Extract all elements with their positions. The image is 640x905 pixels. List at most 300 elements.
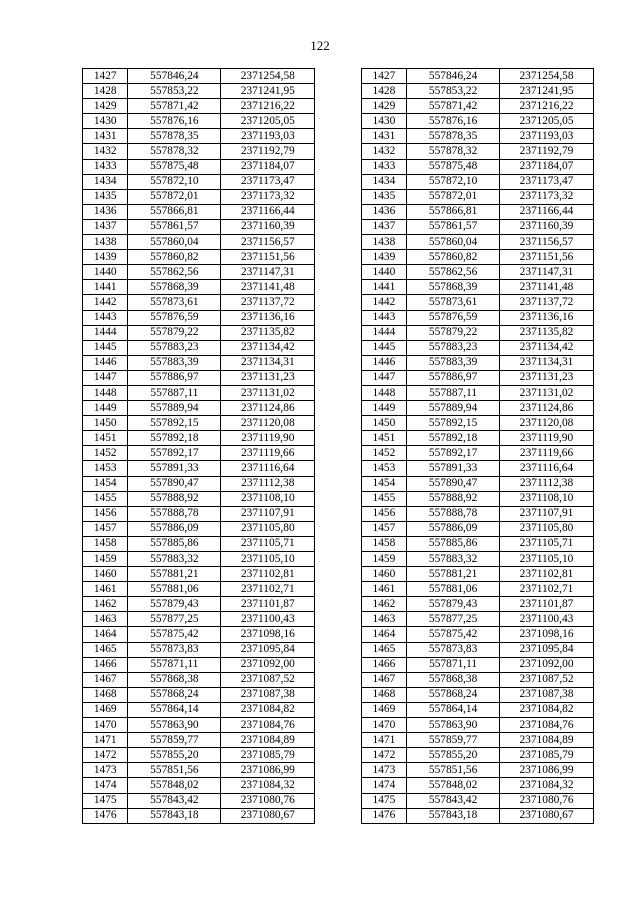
table-row	[83, 69, 594, 84]
right-x-coordinate-cell: 557887,11	[407, 385, 500, 400]
left-x-coordinate-cell: 557892,18	[128, 431, 221, 446]
right-point-number-cell: 1459	[361, 552, 406, 567]
left-x-coordinate-cell: 557886,97	[128, 370, 221, 385]
table-row	[83, 793, 594, 808]
column-gap	[315, 506, 361, 521]
left-y-coordinate-cell: 2371095,84	[221, 642, 315, 657]
right-y-coordinate-cell: 2371173,32	[500, 189, 594, 204]
column-gap	[315, 552, 361, 567]
left-point-number-cell: 1436	[83, 204, 128, 219]
right-y-coordinate-cell: 2371184,07	[500, 159, 594, 174]
right-y-coordinate-cell: 2371134,42	[500, 340, 594, 355]
right-point-number-cell: 1446	[361, 355, 406, 370]
column-gap	[315, 204, 361, 219]
table-row	[83, 99, 594, 114]
left-y-coordinate-cell: 2371102,81	[221, 567, 315, 582]
left-y-coordinate-cell: 2371086,99	[221, 763, 315, 778]
left-x-coordinate-cell: 557889,94	[128, 401, 221, 416]
right-point-number-cell: 1428	[361, 84, 406, 99]
left-x-coordinate-cell: 557892,15	[128, 416, 221, 431]
coordinates-table	[82, 68, 594, 824]
column-gap	[315, 219, 361, 234]
right-point-number-cell: 1432	[361, 144, 406, 159]
left-point-number-cell: 1432	[83, 144, 128, 159]
left-point-number-cell: 1459	[83, 552, 128, 567]
column-gap	[315, 144, 361, 159]
column-gap	[315, 718, 361, 733]
right-point-number-cell: 1443	[361, 310, 406, 325]
left-point-number-cell: 1454	[83, 476, 128, 491]
left-y-coordinate-cell: 2371136,16	[221, 310, 315, 325]
column-gap	[315, 778, 361, 793]
left-y-coordinate-cell: 2371108,10	[221, 491, 315, 506]
right-point-number-cell: 1457	[361, 521, 406, 536]
table-row	[83, 552, 594, 567]
right-point-number-cell: 1453	[361, 461, 406, 476]
right-point-number-cell: 1431	[361, 129, 406, 144]
right-x-coordinate-cell: 557879,22	[407, 325, 500, 340]
right-point-number-cell: 1445	[361, 340, 406, 355]
right-y-coordinate-cell: 2371084,32	[500, 778, 594, 793]
left-point-number-cell: 1439	[83, 250, 128, 265]
left-y-coordinate-cell: 2371092,00	[221, 657, 315, 672]
right-y-coordinate-cell: 2371254,58	[500, 69, 594, 84]
table-row	[83, 461, 594, 476]
right-point-number-cell: 1434	[361, 174, 406, 189]
right-point-number-cell: 1448	[361, 385, 406, 400]
table-row	[83, 687, 594, 702]
right-point-number-cell: 1468	[361, 687, 406, 702]
right-y-coordinate-cell: 2371098,16	[500, 627, 594, 642]
right-point-number-cell: 1436	[361, 204, 406, 219]
left-y-coordinate-cell: 2371105,10	[221, 552, 315, 567]
right-y-coordinate-cell: 2371151,56	[500, 250, 594, 265]
right-y-coordinate-cell: 2371119,90	[500, 431, 594, 446]
left-point-number-cell: 1433	[83, 159, 128, 174]
left-x-coordinate-cell: 557868,24	[128, 687, 221, 702]
table-row	[83, 431, 594, 446]
right-point-number-cell: 1469	[361, 702, 406, 717]
left-point-number-cell: 1471	[83, 733, 128, 748]
table-row	[83, 506, 594, 521]
left-y-coordinate-cell: 2371120,08	[221, 416, 315, 431]
right-y-coordinate-cell: 2371086,99	[500, 763, 594, 778]
column-gap	[315, 370, 361, 385]
table-row	[83, 340, 594, 355]
left-x-coordinate-cell: 557891,33	[128, 461, 221, 476]
right-x-coordinate-cell: 557860,82	[407, 250, 500, 265]
right-point-number-cell: 1442	[361, 295, 406, 310]
left-y-coordinate-cell: 2371119,90	[221, 431, 315, 446]
right-x-coordinate-cell: 557863,90	[407, 718, 500, 733]
left-x-coordinate-cell: 557877,25	[128, 612, 221, 627]
right-y-coordinate-cell: 2371095,84	[500, 642, 594, 657]
left-x-coordinate-cell: 557887,11	[128, 385, 221, 400]
left-x-coordinate-cell: 557851,56	[128, 763, 221, 778]
left-x-coordinate-cell: 557878,35	[128, 129, 221, 144]
right-point-number-cell: 1440	[361, 265, 406, 280]
column-gap	[315, 476, 361, 491]
left-y-coordinate-cell: 2371105,80	[221, 521, 315, 536]
column-gap	[315, 763, 361, 778]
right-point-number-cell: 1444	[361, 325, 406, 340]
right-point-number-cell: 1439	[361, 250, 406, 265]
right-point-number-cell: 1467	[361, 672, 406, 687]
right-x-coordinate-cell: 557851,56	[407, 763, 500, 778]
left-x-coordinate-cell: 557885,86	[128, 536, 221, 551]
right-x-coordinate-cell: 557881,21	[407, 567, 500, 582]
left-point-number-cell: 1472	[83, 748, 128, 763]
right-y-coordinate-cell: 2371105,10	[500, 552, 594, 567]
left-point-number-cell: 1475	[83, 793, 128, 808]
left-y-coordinate-cell: 2371137,72	[221, 295, 315, 310]
left-x-coordinate-cell: 557890,47	[128, 476, 221, 491]
right-y-coordinate-cell: 2371108,10	[500, 491, 594, 506]
right-y-coordinate-cell: 2371087,38	[500, 687, 594, 702]
right-y-coordinate-cell: 2371084,89	[500, 733, 594, 748]
right-x-coordinate-cell: 557866,81	[407, 204, 500, 219]
right-x-coordinate-cell: 557864,14	[407, 702, 500, 717]
right-x-coordinate-cell: 557872,10	[407, 174, 500, 189]
table-row	[83, 129, 594, 144]
right-point-number-cell: 1476	[361, 808, 406, 823]
right-x-coordinate-cell: 557862,56	[407, 265, 500, 280]
left-x-coordinate-cell: 557868,39	[128, 280, 221, 295]
left-y-coordinate-cell: 2371124,86	[221, 401, 315, 416]
table-row	[83, 521, 594, 536]
right-x-coordinate-cell: 557855,20	[407, 748, 500, 763]
left-x-coordinate-cell: 557883,23	[128, 340, 221, 355]
left-y-coordinate-cell: 2371134,31	[221, 355, 315, 370]
left-x-coordinate-cell: 557868,38	[128, 672, 221, 687]
column-gap	[315, 265, 361, 280]
right-x-coordinate-cell: 557876,16	[407, 114, 500, 129]
right-point-number-cell: 1429	[361, 99, 406, 114]
right-y-coordinate-cell: 2371092,00	[500, 657, 594, 672]
column-gap	[315, 657, 361, 672]
column-gap	[315, 793, 361, 808]
left-point-number-cell: 1431	[83, 129, 128, 144]
right-x-coordinate-cell: 557883,39	[407, 355, 500, 370]
left-x-coordinate-cell: 557888,92	[128, 491, 221, 506]
left-point-number-cell: 1469	[83, 702, 128, 717]
left-point-number-cell: 1437	[83, 219, 128, 234]
left-x-coordinate-cell: 557864,14	[128, 702, 221, 717]
left-point-number-cell: 1457	[83, 521, 128, 536]
column-gap	[315, 808, 361, 823]
right-y-coordinate-cell: 2371192,79	[500, 144, 594, 159]
column-gap	[315, 310, 361, 325]
right-y-coordinate-cell: 2371141,48	[500, 280, 594, 295]
left-x-coordinate-cell: 557873,61	[128, 295, 221, 310]
left-point-number-cell: 1451	[83, 431, 128, 446]
left-x-coordinate-cell: 557879,43	[128, 597, 221, 612]
left-y-coordinate-cell: 2371087,52	[221, 672, 315, 687]
table-row	[83, 159, 594, 174]
left-point-number-cell: 1429	[83, 99, 128, 114]
right-x-coordinate-cell: 557873,83	[407, 642, 500, 657]
column-gap	[315, 84, 361, 99]
column-gap	[315, 129, 361, 144]
left-point-number-cell: 1464	[83, 627, 128, 642]
column-gap	[315, 612, 361, 627]
right-point-number-cell: 1461	[361, 582, 406, 597]
left-point-number-cell: 1463	[83, 612, 128, 627]
right-x-coordinate-cell: 557888,78	[407, 506, 500, 521]
left-point-number-cell: 1476	[83, 808, 128, 823]
right-point-number-cell: 1455	[361, 491, 406, 506]
left-y-coordinate-cell: 2371100,43	[221, 612, 315, 627]
right-point-number-cell: 1460	[361, 567, 406, 582]
left-x-coordinate-cell: 557855,20	[128, 748, 221, 763]
right-point-number-cell: 1433	[361, 159, 406, 174]
left-y-coordinate-cell: 2371080,76	[221, 793, 315, 808]
left-x-coordinate-cell: 557860,82	[128, 250, 221, 265]
table-row	[83, 808, 594, 823]
right-y-coordinate-cell: 2371116,64	[500, 461, 594, 476]
right-x-coordinate-cell: 557871,42	[407, 99, 500, 114]
table-row	[83, 491, 594, 506]
right-point-number-cell: 1464	[361, 627, 406, 642]
right-point-number-cell: 1473	[361, 763, 406, 778]
right-x-coordinate-cell: 557875,42	[407, 627, 500, 642]
right-x-coordinate-cell: 557872,01	[407, 189, 500, 204]
column-gap	[315, 250, 361, 265]
right-y-coordinate-cell: 2371160,39	[500, 219, 594, 234]
left-x-coordinate-cell: 557872,10	[128, 174, 221, 189]
right-x-coordinate-cell: 557879,43	[407, 597, 500, 612]
left-y-coordinate-cell: 2371184,07	[221, 159, 315, 174]
table-row	[83, 702, 594, 717]
column-gap	[315, 385, 361, 400]
right-x-coordinate-cell: 557868,38	[407, 672, 500, 687]
left-y-coordinate-cell: 2371141,48	[221, 280, 315, 295]
right-y-coordinate-cell: 2371131,23	[500, 370, 594, 385]
left-point-number-cell: 1445	[83, 340, 128, 355]
table-row	[83, 189, 594, 204]
right-point-number-cell: 1466	[361, 657, 406, 672]
table-row	[83, 310, 594, 325]
left-y-coordinate-cell: 2371105,71	[221, 536, 315, 551]
right-x-coordinate-cell: 557843,42	[407, 793, 500, 808]
right-point-number-cell: 1437	[361, 219, 406, 234]
left-point-number-cell: 1446	[83, 355, 128, 370]
left-y-coordinate-cell: 2371084,76	[221, 718, 315, 733]
left-x-coordinate-cell: 557866,81	[128, 204, 221, 219]
left-x-coordinate-cell: 557862,56	[128, 265, 221, 280]
right-point-number-cell: 1475	[361, 793, 406, 808]
column-gap	[315, 597, 361, 612]
right-y-coordinate-cell: 2371134,31	[500, 355, 594, 370]
right-point-number-cell: 1470	[361, 718, 406, 733]
right-y-coordinate-cell: 2371105,80	[500, 521, 594, 536]
right-y-coordinate-cell: 2371147,31	[500, 265, 594, 280]
right-y-coordinate-cell: 2371100,43	[500, 612, 594, 627]
right-point-number-cell: 1452	[361, 446, 406, 461]
left-point-number-cell: 1466	[83, 657, 128, 672]
right-x-coordinate-cell: 557859,77	[407, 733, 500, 748]
left-y-coordinate-cell: 2371131,02	[221, 385, 315, 400]
column-gap	[315, 416, 361, 431]
right-y-coordinate-cell: 2371131,02	[500, 385, 594, 400]
left-y-coordinate-cell: 2371112,38	[221, 476, 315, 491]
page-number: 122	[310, 38, 330, 53]
table-row	[83, 597, 594, 612]
left-y-coordinate-cell: 2371085,79	[221, 748, 315, 763]
left-point-number-cell: 1435	[83, 189, 128, 204]
right-y-coordinate-cell: 2371084,76	[500, 718, 594, 733]
left-point-number-cell: 1449	[83, 401, 128, 416]
right-y-coordinate-cell: 2371156,57	[500, 235, 594, 250]
right-x-coordinate-cell: 557892,17	[407, 446, 500, 461]
right-point-number-cell: 1447	[361, 370, 406, 385]
table-row	[83, 567, 594, 582]
left-point-number-cell: 1447	[83, 370, 128, 385]
right-x-coordinate-cell: 557848,02	[407, 778, 500, 793]
left-x-coordinate-cell: 557853,22	[128, 84, 221, 99]
right-x-coordinate-cell: 557883,32	[407, 552, 500, 567]
right-point-number-cell: 1451	[361, 431, 406, 446]
left-point-number-cell: 1444	[83, 325, 128, 340]
left-point-number-cell: 1448	[83, 385, 128, 400]
table-row	[83, 748, 594, 763]
right-x-coordinate-cell: 557868,39	[407, 280, 500, 295]
right-point-number-cell: 1454	[361, 476, 406, 491]
right-x-coordinate-cell: 557883,23	[407, 340, 500, 355]
left-y-coordinate-cell: 2371216,22	[221, 99, 315, 114]
left-point-number-cell: 1427	[83, 69, 128, 84]
left-y-coordinate-cell: 2371098,16	[221, 627, 315, 642]
coordinates-table-body	[83, 69, 594, 824]
right-x-coordinate-cell: 557877,25	[407, 612, 500, 627]
right-y-coordinate-cell: 2371085,79	[500, 748, 594, 763]
left-y-coordinate-cell: 2371101,87	[221, 597, 315, 612]
table-row	[83, 778, 594, 793]
right-x-coordinate-cell: 557871,11	[407, 657, 500, 672]
column-gap	[315, 491, 361, 506]
right-x-coordinate-cell: 557892,18	[407, 431, 500, 446]
left-y-coordinate-cell: 2371156,57	[221, 235, 315, 250]
left-x-coordinate-cell: 557883,32	[128, 552, 221, 567]
right-y-coordinate-cell: 2371087,52	[500, 672, 594, 687]
right-y-coordinate-cell: 2371193,03	[500, 129, 594, 144]
left-y-coordinate-cell: 2371102,71	[221, 582, 315, 597]
table-row	[83, 84, 594, 99]
table-row	[83, 265, 594, 280]
column-gap	[315, 69, 361, 84]
left-x-coordinate-cell: 557863,90	[128, 718, 221, 733]
right-point-number-cell: 1438	[361, 235, 406, 250]
table-row	[83, 416, 594, 431]
column-gap	[315, 340, 361, 355]
column-gap	[315, 642, 361, 657]
left-y-coordinate-cell: 2371173,32	[221, 189, 315, 204]
left-x-coordinate-cell: 557872,01	[128, 189, 221, 204]
right-x-coordinate-cell: 557878,32	[407, 144, 500, 159]
table-row	[83, 385, 594, 400]
left-point-number-cell: 1460	[83, 567, 128, 582]
left-y-coordinate-cell: 2371087,38	[221, 687, 315, 702]
right-point-number-cell: 1456	[361, 506, 406, 521]
left-y-coordinate-cell: 2371173,47	[221, 174, 315, 189]
left-point-number-cell: 1455	[83, 491, 128, 506]
table-row	[83, 612, 594, 627]
right-point-number-cell: 1462	[361, 597, 406, 612]
left-y-coordinate-cell: 2371192,79	[221, 144, 315, 159]
right-point-number-cell: 1465	[361, 642, 406, 657]
right-point-number-cell: 1471	[361, 733, 406, 748]
left-x-coordinate-cell: 557892,17	[128, 446, 221, 461]
left-x-coordinate-cell: 557879,22	[128, 325, 221, 340]
right-point-number-cell: 1450	[361, 416, 406, 431]
right-x-coordinate-cell: 557881,06	[407, 582, 500, 597]
left-y-coordinate-cell: 2371147,31	[221, 265, 315, 280]
table-row	[83, 250, 594, 265]
table-row	[83, 536, 594, 551]
right-x-coordinate-cell: 557890,47	[407, 476, 500, 491]
right-x-coordinate-cell: 557846,24	[407, 69, 500, 84]
left-x-coordinate-cell: 557875,42	[128, 627, 221, 642]
left-point-number-cell: 1428	[83, 84, 128, 99]
column-gap	[315, 280, 361, 295]
left-point-number-cell: 1467	[83, 672, 128, 687]
right-x-coordinate-cell: 557886,97	[407, 370, 500, 385]
left-y-coordinate-cell: 2371107,91	[221, 506, 315, 521]
table-row	[83, 355, 594, 370]
left-point-number-cell: 1442	[83, 295, 128, 310]
right-x-coordinate-cell: 557873,61	[407, 295, 500, 310]
left-y-coordinate-cell: 2371080,67	[221, 808, 315, 823]
right-y-coordinate-cell: 2371107,91	[500, 506, 594, 521]
left-point-number-cell: 1443	[83, 310, 128, 325]
table-row	[83, 144, 594, 159]
left-y-coordinate-cell: 2371116,64	[221, 461, 315, 476]
left-y-coordinate-cell: 2371131,23	[221, 370, 315, 385]
left-x-coordinate-cell: 557871,42	[128, 99, 221, 114]
left-x-coordinate-cell: 557859,77	[128, 733, 221, 748]
left-y-coordinate-cell: 2371135,82	[221, 325, 315, 340]
right-y-coordinate-cell: 2371080,76	[500, 793, 594, 808]
column-gap	[315, 748, 361, 763]
right-x-coordinate-cell: 557889,94	[407, 401, 500, 416]
right-y-coordinate-cell: 2371120,08	[500, 416, 594, 431]
left-y-coordinate-cell: 2371084,82	[221, 702, 315, 717]
column-gap	[315, 461, 361, 476]
right-y-coordinate-cell: 2371101,87	[500, 597, 594, 612]
right-point-number-cell: 1463	[361, 612, 406, 627]
table-row	[83, 446, 594, 461]
right-x-coordinate-cell: 557878,35	[407, 129, 500, 144]
right-point-number-cell: 1458	[361, 536, 406, 551]
right-y-coordinate-cell: 2371124,86	[500, 401, 594, 416]
table-row	[83, 582, 594, 597]
left-point-number-cell: 1453	[83, 461, 128, 476]
left-point-number-cell: 1465	[83, 642, 128, 657]
right-point-number-cell: 1435	[361, 189, 406, 204]
table-row	[83, 642, 594, 657]
right-x-coordinate-cell: 557868,24	[407, 687, 500, 702]
left-y-coordinate-cell: 2371166,44	[221, 204, 315, 219]
table-row	[83, 718, 594, 733]
left-x-coordinate-cell: 557886,09	[128, 521, 221, 536]
right-x-coordinate-cell: 557888,92	[407, 491, 500, 506]
right-x-coordinate-cell: 557886,09	[407, 521, 500, 536]
left-y-coordinate-cell: 2371241,95	[221, 84, 315, 99]
left-x-coordinate-cell: 557848,02	[128, 778, 221, 793]
table-row	[83, 370, 594, 385]
left-x-coordinate-cell: 557881,06	[128, 582, 221, 597]
left-y-coordinate-cell: 2371193,03	[221, 129, 315, 144]
